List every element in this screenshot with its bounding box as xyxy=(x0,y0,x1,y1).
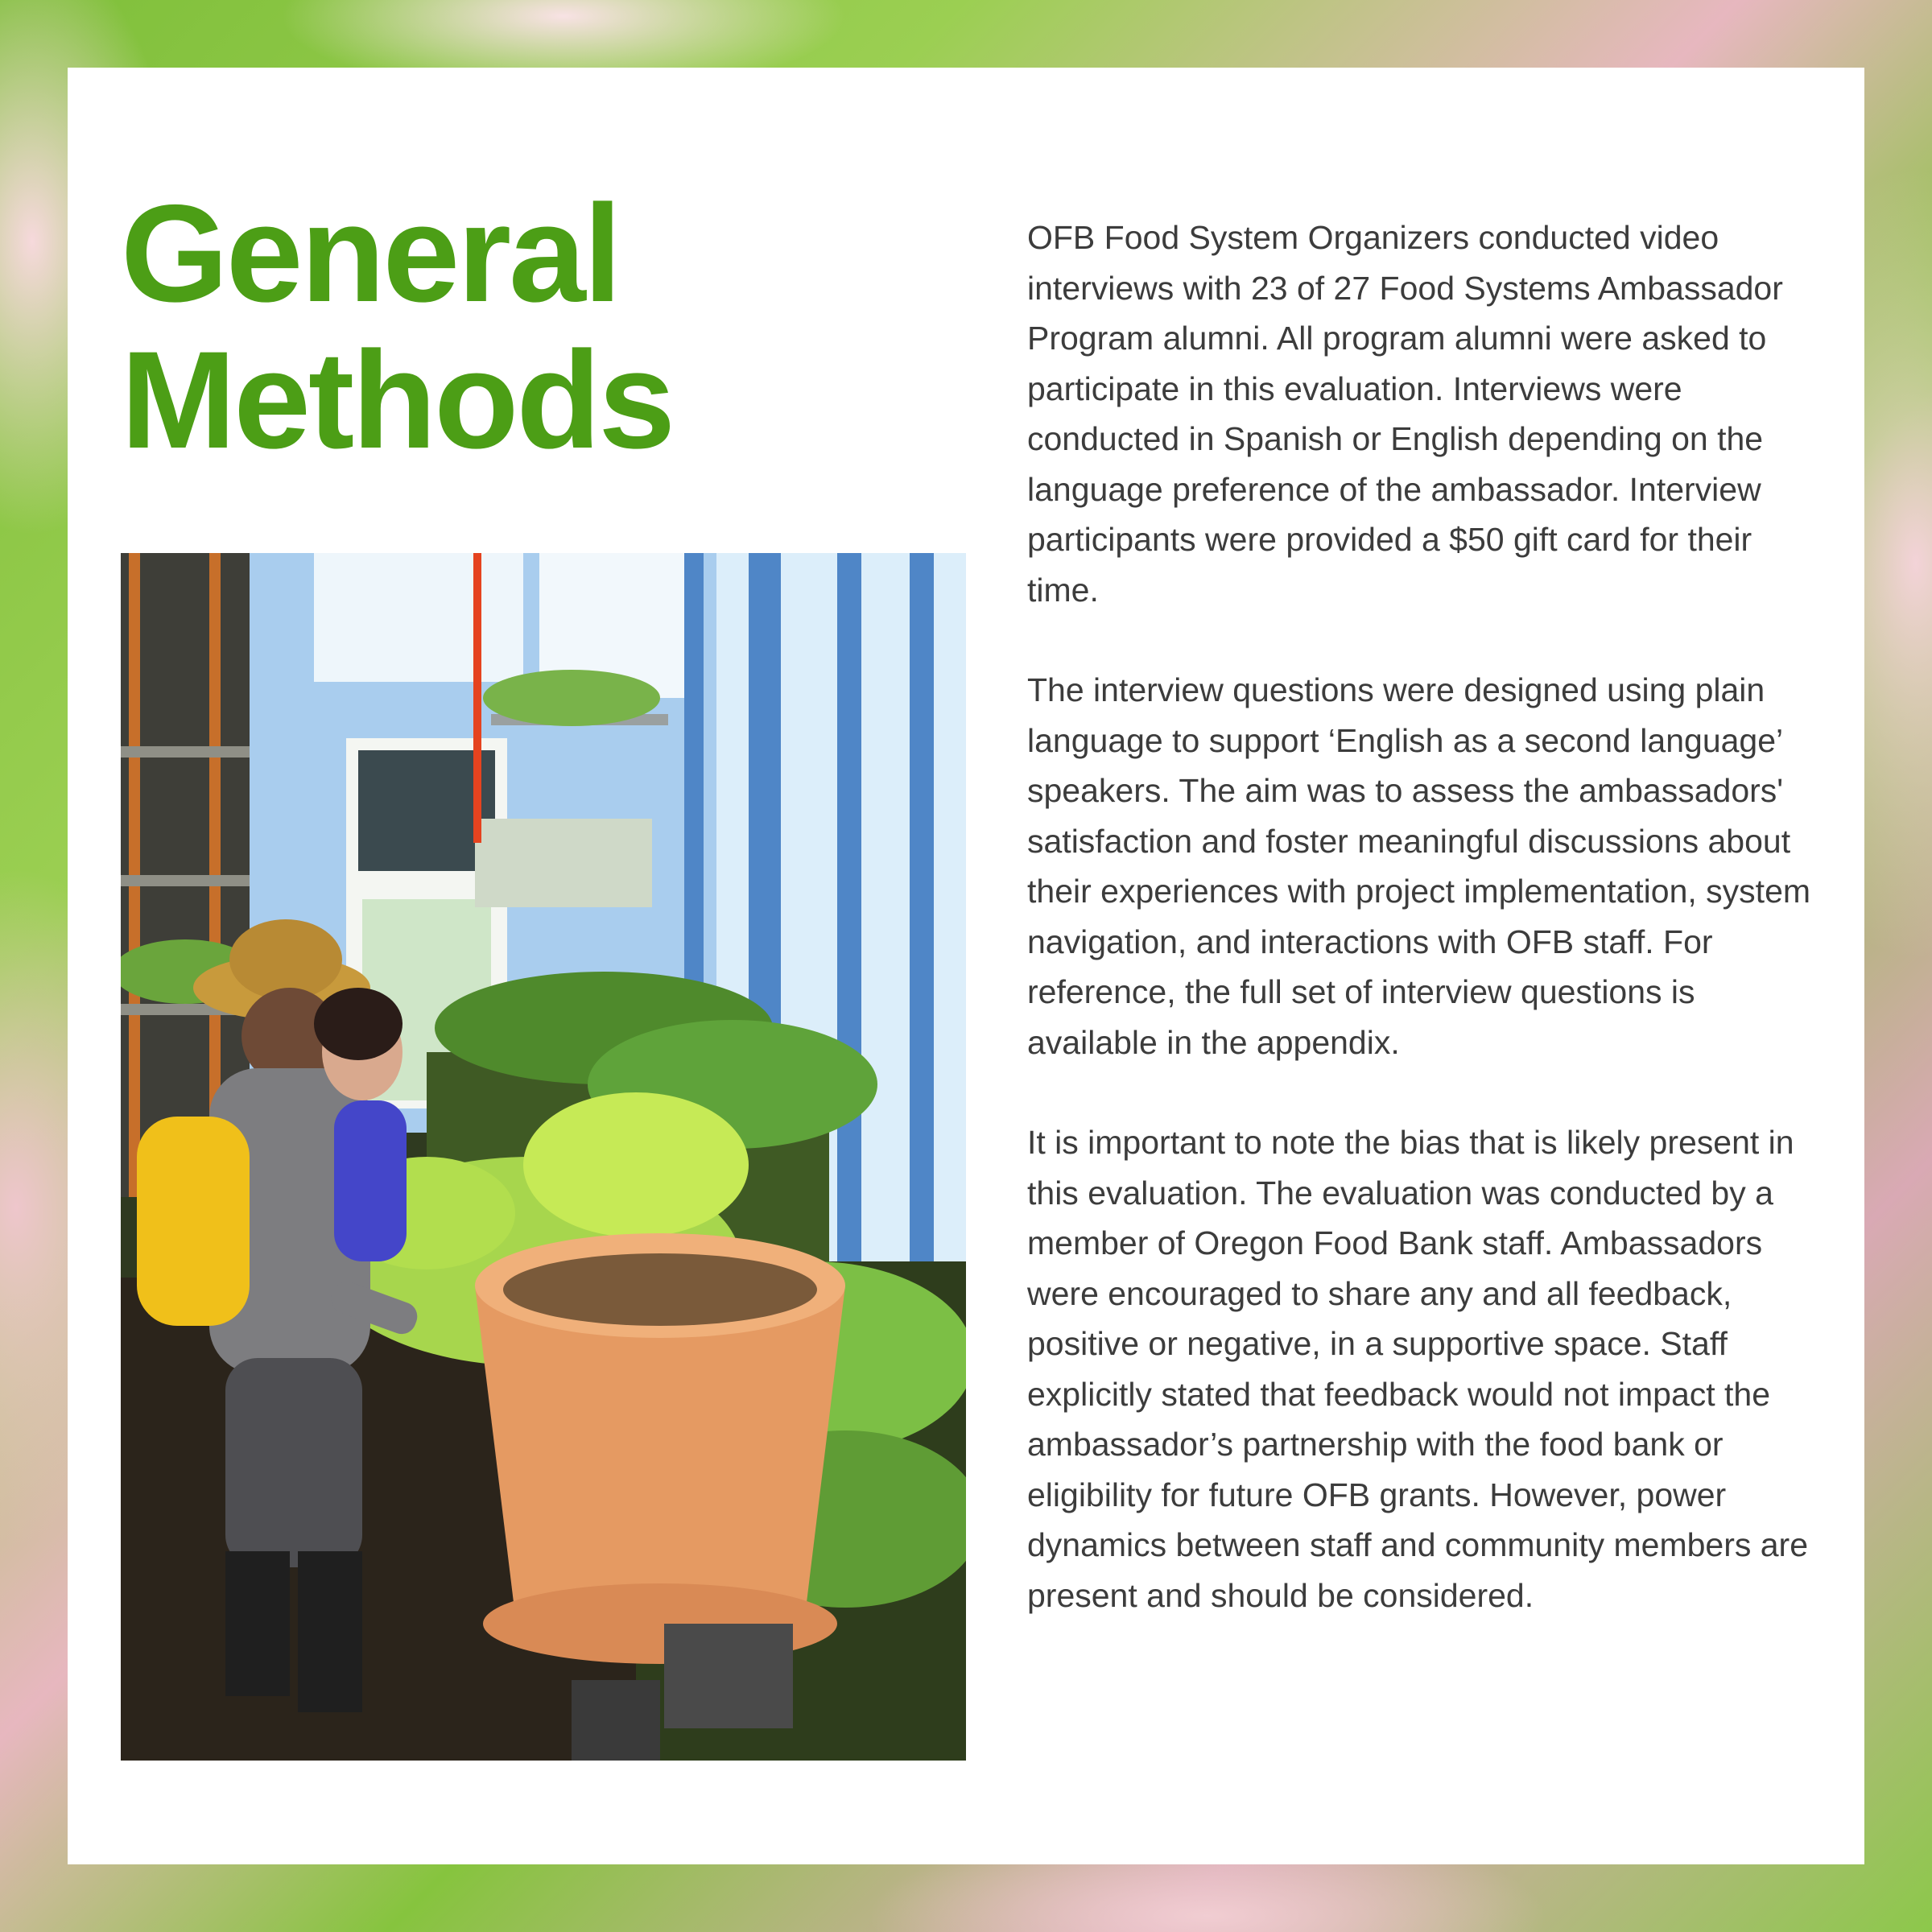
page-title-line-1: General xyxy=(121,176,620,331)
greenhouse-photo xyxy=(121,553,966,1761)
paragraph-1: OFB Food System Organizers conducted video interviews with 23 of 27 Food Systems Ambassador Program alumni. All program alumni were asked to participate in this evaluation. Interviews were conducted in Spanish or English depending on the language preference of the ambassador. Interview participants were provided a $50 gift card for their time. xyxy=(1027,219,1783,609)
page-title xyxy=(121,176,926,477)
paragraph-2: The interview questions were designed using plain language to support ‘English as a second language’ speakers. The aim was to assess the ambassadors' satisfaction and foster meaningful discussions about their experiences with project implementation, system navigation, and interactions with OFB staff. For reference, the full set of interview questions is available in the appendix. xyxy=(1027,671,1811,1061)
greenhouse-illustration xyxy=(121,553,966,1761)
page-title-line-2: Methods xyxy=(121,323,674,477)
content-card xyxy=(68,68,1864,1864)
paragraph-3: It is important to note the bias that is likely present in this evaluation. The evaluation was conducted by a member of Oregon Food Bank staff. Ambassadors were encouraged to share any and all feedback, positive or negative, in a supportive space. Staff explicitly stated that feedback would not impact the ambassador’s partnership with the food bank or eligibility for future OFB grants. However, power dynamics between staff and community members are present and should be considered. xyxy=(1027,1124,1809,1614)
body-text xyxy=(1027,213,1824,1670)
